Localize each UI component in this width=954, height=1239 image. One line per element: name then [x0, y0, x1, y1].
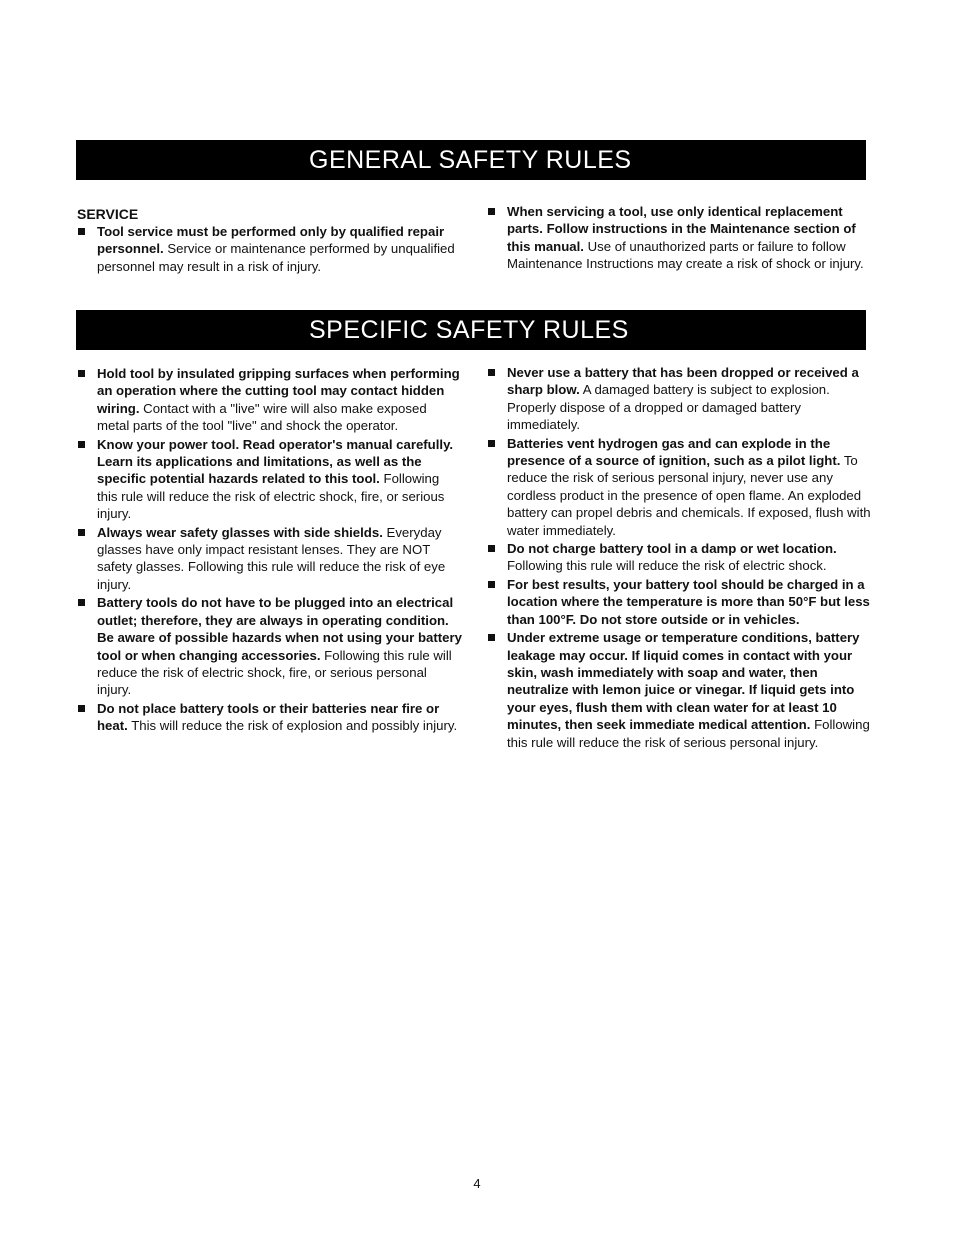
general-safety-rules-banner: GENERAL SAFETY RULES	[76, 140, 866, 180]
service-rules-left	[77, 223, 462, 275]
rule-text: Following this rule will reduce the risk of serious personal injury.	[507, 717, 870, 750]
rule-item	[77, 700, 462, 735]
rule-item	[77, 223, 462, 275]
service-right-column	[487, 203, 872, 274]
rule-bold-text: For best results, your battery tool should be charged in a location where the temperature is more than 50°F but less than 100°F. Do not store outside or in vehicles.	[507, 576, 870, 627]
specific-rules-right	[487, 364, 872, 751]
rule-item	[487, 540, 872, 575]
rule-text: This will reduce the risk of explosion and possibly injury.	[127, 718, 458, 734]
rule-bold-text: Under extreme usage or temperature conditions, battery leakage may occur. If liquid comes in contact with your skin, wash immediately with soap and water, then neutralize with lemon juice or vinegar. If liquid gets into your eyes, flush them with clean water for at least 10 minutes, then seek immediate medical attention.	[507, 630, 860, 733]
rule-item	[487, 576, 872, 628]
rule-text: Use of unauthorized parts or failure to follow Maintenance Instructions may create a risk of shock or injury.	[507, 238, 864, 272]
rule-item	[77, 365, 462, 435]
rule-bold-text: Batteries vent hydrogen gas and can explode in the presence of a source of ignition, such as a pilot light.	[507, 435, 841, 469]
rule-text: Everyday glasses have only impact resistant lenses. They are NOT safety glasses. Following this rule will reduce the risk of eye injury.	[97, 524, 446, 592]
specific-right-column	[487, 364, 872, 752]
rule-item	[77, 524, 462, 594]
rule-text: A damaged battery is subject to explosion. Properly dispose of a dropped or damaged battery immediately.	[507, 382, 830, 433]
rule-bold-text: Never use a battery that has been dropped or received a sharp blow.	[507, 365, 859, 398]
rule-item	[487, 364, 872, 434]
specific-safety-rules-banner: SPECIFIC SAFETY RULES	[76, 310, 866, 350]
rule-bold-text: Do not place battery tools or their batteries near fire or heat.	[97, 700, 440, 734]
rule-text: Following this rule will reduce the risk of electric shock, fire, or serious personal injury.	[97, 647, 452, 698]
service-left-column	[77, 205, 462, 276]
specific-left-column	[77, 365, 462, 736]
rule-item	[487, 435, 872, 539]
rule-item	[487, 203, 872, 273]
page-number: 4	[473, 1176, 481, 1191]
rule-bold-text: Tool service must be performed only by qualified repair personnel.	[97, 224, 445, 257]
rule-bold-text: Battery tools do not have to be plugged into an electrical outlet; therefore, they are always in operating condition. Be aware of possible hazards when not using your battery tool or when changing accessories.	[97, 595, 462, 663]
service-rules-right	[487, 203, 872, 273]
rule-bold-text: Do not charge battery tool in a damp or wet location.	[507, 541, 837, 557]
rule-item	[77, 436, 462, 523]
rule-bold-text: Hold tool by insulated gripping surfaces when performing an operation where the cutting tool may contact hidden wiring.	[97, 366, 460, 416]
rule-item	[487, 629, 872, 751]
service-heading: SERVICE	[77, 206, 139, 222]
rule-text: To reduce the risk of serious personal injury, never use any cordless product in the presence of open flame. An exploded battery can propel debris and chemicals. If exposed, flush with water immediately.	[507, 453, 871, 538]
rule-text: Following this rule will reduce the risk of electric shock.	[507, 558, 827, 574]
rule-item	[77, 594, 462, 698]
rule-text: Following this rule will reduce the risk of electric shock, fire, or serious injury.	[97, 471, 445, 522]
rule-text: Contact with a "live" wire will also make exposed metal parts of the tool "live" and shock the operator.	[97, 400, 427, 434]
rule-bold-text: When servicing a tool, use only identical replacement parts. Follow instructions in the Maintenance section of this manual.	[507, 204, 856, 254]
rule-text: Service or maintenance performed by unqualified personnel may result in a risk of injury.	[97, 241, 455, 274]
rule-bold-text: Know your power tool. Read operator's manual carefully. Learn its applications and limitations, as well as the specific potential hazards related to this tool.	[97, 436, 454, 487]
rule-bold-text: Always wear safety glasses with side shields.	[97, 524, 383, 540]
specific-rules-left	[77, 365, 462, 735]
